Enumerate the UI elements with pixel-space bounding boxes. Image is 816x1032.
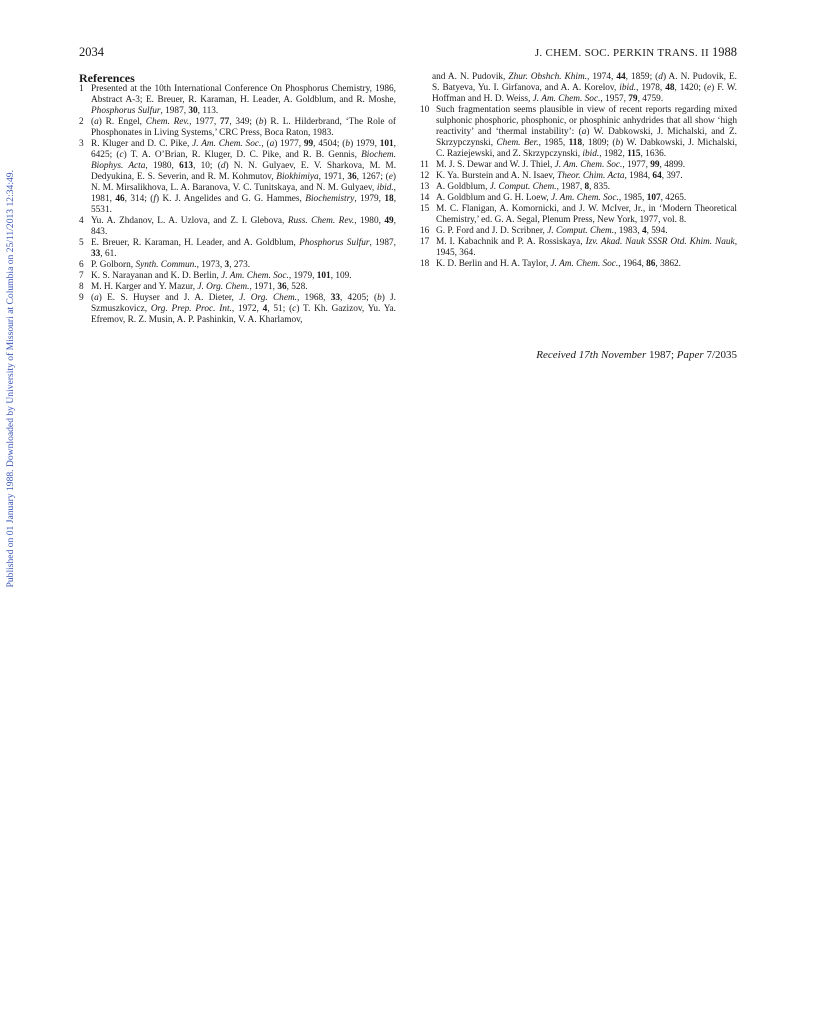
volume-number: 99 <box>303 139 314 149</box>
reference-item <box>420 105 737 160</box>
volume-number: 101 <box>379 139 394 149</box>
italic-text: c <box>292 304 297 314</box>
volume-number: 4 <box>641 226 647 236</box>
reference-text: , 1977, <box>622 160 651 170</box>
italic-text: J. Org. Chem. <box>239 293 297 303</box>
download-watermark-link[interactable]: Published on 01 January 1988. Downloaded by University of Missouri at Columbia on 25/11/2013 12:34:49. <box>5 170 16 588</box>
reference-text: , 1983, <box>614 226 642 236</box>
received-day-suffix: th <box>589 349 599 361</box>
italic-text: J. Am. Chem. Soc. <box>551 193 619 203</box>
reference-text: , 109. <box>330 271 352 281</box>
reference-body <box>436 105 737 160</box>
italic-text: Phosphorus Sulfur <box>91 106 161 116</box>
reference-text: , 1979, <box>288 271 317 281</box>
reference-text: , 1987, <box>369 238 396 248</box>
volume-number: 107 <box>646 193 661 203</box>
reference-text: , 5531. <box>91 194 397 215</box>
reference-number: 9 <box>79 293 84 303</box>
volume-number: 3 <box>224 260 230 270</box>
reference-body <box>436 160 737 171</box>
volume-number: 101 <box>316 271 331 281</box>
reference-text: , 349; ( <box>229 117 259 127</box>
received-month: November <box>598 349 649 361</box>
italic-text: Russ. Chem. Rev. <box>287 216 355 226</box>
received-line <box>536 349 737 361</box>
paper-label: Paper <box>676 349 707 361</box>
reference-item <box>420 259 737 270</box>
volume-number: 36 <box>347 172 357 182</box>
volume-number: 118 <box>568 138 583 148</box>
italic-text: Biochemistry <box>305 194 355 204</box>
reference-item <box>420 237 737 259</box>
italic-text: Izv. Akad. Nauk SSSR Otd. Khim. Nauk <box>585 237 735 247</box>
reference-body <box>91 117 396 139</box>
reference-text: , 1987, <box>160 106 189 116</box>
reference-item <box>79 293 396 326</box>
reference-text: ) A. N. Pudovik, E. S. Batyeva, Yu. I. Girfanova, and A. A. Korelov, <box>432 72 738 93</box>
reference-text: ) K. J. Angelides and G. G. Hammes, <box>155 194 306 204</box>
italic-text: b <box>258 117 264 127</box>
reference-text: , 1985, <box>538 138 569 148</box>
italic-text: J. Comput. Chem. <box>489 182 557 192</box>
reference-text: , 4265. <box>660 193 687 203</box>
journal-name: J. CHEM. SOC. PERKIN TRANS. II <box>534 47 709 59</box>
reference-body <box>436 237 737 259</box>
italic-text: Chem. Ber. <box>496 138 539 148</box>
references-left-column <box>79 72 396 326</box>
reference-text: , 61. <box>100 249 117 259</box>
reference-text: and A. N. Pudovik, <box>432 72 509 82</box>
reference-item <box>420 226 737 237</box>
volume-number: 99 <box>650 160 660 170</box>
reference-item <box>420 193 737 204</box>
volume-number: 18 <box>384 194 394 204</box>
reference-body <box>91 293 396 326</box>
reference-text: ) R. Engel, <box>98 117 146 127</box>
reference-9-continuation <box>420 72 737 105</box>
reference-text: ) T. A. O’Brian, R. Kluger, D. C. Pike, and R. B. Gennis, <box>123 150 362 160</box>
received-day: 17 <box>578 349 590 361</box>
italic-text: c <box>119 150 124 160</box>
reference-text: M. C. Flanigan, A. Komornicki, and J. W. McIver, Jr., in ‘Modern Theoretical Chemistry,’ ed. G. A. Segal, Plenum Press, New York, 1977, vol. 8. <box>436 204 737 225</box>
reference-number: 13 <box>420 182 430 192</box>
reference-text: ) R. L. Hilderbrand, ‘The Role of Phosphonates in Living Systems,’ CRC Press, Boca Raton, 1983. <box>91 117 397 138</box>
reference-number: 1 <box>79 84 84 94</box>
volume-number: 36 <box>277 282 287 292</box>
reference-text: , 314; ( <box>124 194 154 204</box>
italic-text: b <box>377 293 382 303</box>
italic-text: J. Am. Chem. Soc. <box>221 271 289 281</box>
volume-number: 115 <box>627 149 641 159</box>
italic-text: b <box>615 138 621 148</box>
italic-text: Biochem. Biophys. Acta <box>91 150 396 171</box>
italic-text: Zhur. Obshch. Khim. <box>508 72 588 82</box>
reference-body <box>91 139 396 216</box>
reference-number: 7 <box>79 271 84 281</box>
reference-text: K. S. Narayanan and K. D. Berlin, <box>91 271 222 281</box>
reference-text: , 1968, <box>297 293 331 303</box>
italic-text: Synth. Commun. <box>135 260 197 270</box>
reference-body <box>436 193 737 204</box>
reference-text: G. P. Ford and J. D. Scribner, <box>436 226 548 236</box>
italic-text: a <box>581 127 587 137</box>
reference-text: A. Goldblum, <box>436 182 490 192</box>
italic-text: ibid. <box>376 183 394 193</box>
italic-text: e <box>388 172 393 182</box>
reference-number: 11 <box>420 160 429 170</box>
reference-list-left <box>79 84 396 326</box>
volume-number: 79 <box>628 94 638 104</box>
reference-text: , 1972, <box>231 304 263 314</box>
reference-item <box>79 260 396 271</box>
volume-number: 49 <box>384 216 394 226</box>
reference-text: , 1957, <box>600 94 629 104</box>
volume-number: 64 <box>652 171 662 181</box>
reference-text: ) J. Szmuszkovicz, <box>91 293 396 314</box>
reference-text: ) E. S. Huyser and J. A. Dieter, <box>98 293 240 303</box>
reference-body <box>436 204 737 226</box>
reference-text: , ( <box>261 139 270 149</box>
italic-text: d <box>658 72 663 82</box>
reference-body <box>91 271 396 282</box>
reference-text: M. J. S. Dewar and W. J. Thiel, <box>436 160 555 170</box>
reference-text: ) N. N. Gulyaev, E. V. Sharkova, M. M. Dedyukina, E. S. Severin, and R. M. Kohmutov, <box>91 161 397 182</box>
reference-body <box>91 216 396 238</box>
journal-year: 1988 <box>712 45 737 59</box>
reference-item <box>420 182 737 193</box>
italic-text: d <box>220 161 226 171</box>
reference-text: Such fragmentation seems plausible in view of recent reports regarding mixed sulphonic phosphoric, phosphonic, or phosphinic anhydrides that all show ‘high reactivity’ and ‘thermal instability’: ( <box>436 105 737 137</box>
reference-item <box>79 271 396 282</box>
reference-text: , 1982, <box>599 149 628 159</box>
reference-text: ) N. M. Mirsalikhova, L. A. Baranova, V. C. Tunitskaya, and N. M. Gulyaev, <box>91 172 397 193</box>
running-head <box>535 45 737 60</box>
reference-text: , 1859; ( <box>625 72 659 82</box>
reference-list-right <box>420 105 737 270</box>
italic-text: e <box>707 83 712 93</box>
reference-item <box>79 84 396 117</box>
reference-text: , 3862. <box>655 259 681 269</box>
reference-item <box>420 204 737 226</box>
reference-text: , 1636. <box>640 149 667 159</box>
italic-text: a <box>269 139 275 149</box>
reference-text: , 843. <box>91 216 396 237</box>
reference-number: 5 <box>79 238 84 248</box>
reference-text: , 10; ( <box>193 161 221 171</box>
volume-number: 46 <box>115 194 125 204</box>
received-year: 1987 <box>648 349 671 361</box>
reference-text: , 1980, <box>145 161 180 171</box>
reference-text: Presented at the 10th International Conference On Phosphorus Chemistry, 1986, Abstract A-3; E. Breuer, R. Karaman, H. Leader, A. Goldblum, and R. Moshe, <box>91 84 396 105</box>
references-right-column <box>420 72 737 270</box>
reference-body <box>436 259 737 270</box>
reference-text: , 1971, <box>249 282 278 292</box>
reference-number: 16 <box>420 226 430 236</box>
reference-text: ) 1977, <box>274 139 304 149</box>
reference-item <box>79 238 396 260</box>
received-separator: ; <box>670 349 677 361</box>
italic-text: J. Am. Chem. Soc. <box>554 160 623 170</box>
reference-text: , 1985, <box>618 193 647 203</box>
reference-text: M. H. Karger and Y. Mazur, <box>91 282 198 292</box>
reference-body <box>91 238 396 260</box>
reference-number: 17 <box>420 237 430 247</box>
italic-text: Theor. Chim. Acta <box>557 171 625 181</box>
reference-number: 10 <box>420 105 430 115</box>
volume-number: 44 <box>616 72 626 82</box>
reference-text: , 113. <box>197 106 219 116</box>
italic-text: a <box>94 117 99 127</box>
reference-text: ) W. Dabkowski, J. Michalski, and Z. Skrzypczynski, <box>436 127 738 148</box>
reference-number: 12 <box>420 171 430 181</box>
reference-item <box>79 282 396 293</box>
italic-text: b <box>345 139 351 149</box>
reference-number: 8 <box>79 282 84 292</box>
volume-number: 77 <box>220 117 230 127</box>
reference-text: , 4504; ( <box>313 139 346 149</box>
volume-number: 33 <box>91 249 101 259</box>
reference-text: ) 1979, <box>350 139 380 149</box>
reference-body <box>91 282 396 293</box>
italic-text: Phosphorus Sulfur <box>299 238 370 248</box>
reference-text: , 4205; ( <box>340 293 378 303</box>
received-prefix: Received <box>536 349 579 361</box>
reference-text: K. Ya. Burstein and A. N. Isaev, <box>436 171 558 181</box>
reference-text: , 1987, <box>556 182 585 192</box>
volume-number: 48 <box>665 83 675 93</box>
reference-item <box>420 160 737 171</box>
reference-item <box>79 216 396 238</box>
reference-text: R. Kluger and D. C. Pike, <box>91 139 193 149</box>
italic-text: Chem. Rev. <box>145 117 190 127</box>
reference-text: , 1809; ( <box>582 138 616 148</box>
volume-number: 30 <box>188 106 198 116</box>
reference-number: 14 <box>420 193 430 203</box>
reference-text: , 594. <box>646 226 668 236</box>
reference-text: , 51; ( <box>267 304 293 314</box>
reference-number: 2 <box>79 117 84 127</box>
italic-text: J. Am. Chem. Soc. <box>550 259 619 269</box>
reference-text: , 1984, <box>624 171 653 181</box>
italic-text: J. Am. Chem. Soc. <box>532 94 601 104</box>
reference-text: , 1978, <box>636 83 666 93</box>
reference-text: K. D. Berlin and H. A. Taylor, <box>436 259 551 269</box>
reference-body <box>436 182 737 193</box>
reference-text: P. Golborn, <box>91 260 136 270</box>
reference-number: 15 <box>420 204 430 214</box>
reference-body <box>91 260 396 271</box>
reference-body <box>436 171 737 182</box>
reference-text: , 1267; ( <box>356 172 389 182</box>
italic-text: ibid. <box>582 149 600 159</box>
reference-number: 4 <box>79 216 84 226</box>
reference-text: ) T. Kh. Gazizov, Yu. Ya. Efremov, R. Z. Musin, A. P. Pashinkin, V. A. Kharlamov, <box>91 304 397 325</box>
reference-text: ) F. W. Hoffman and H. D. Weiss, <box>432 83 738 104</box>
reference-text: , 1974, <box>587 72 617 82</box>
italic-text: J. Org. Chem. <box>197 282 250 292</box>
volume-number: 33 <box>330 293 340 303</box>
reference-text: , 1945, 364. <box>436 237 738 258</box>
reference-text: A. Goldblum and G. H. Loew, <box>436 193 552 203</box>
reference-item <box>420 171 737 182</box>
reference-text: , 528. <box>286 282 308 292</box>
volume-number: 4 <box>262 304 268 314</box>
reference-text: , 397. <box>661 171 683 181</box>
italic-text: f <box>153 194 156 204</box>
reference-text: , 1420; ( <box>674 83 708 93</box>
reference-text: , 273. <box>229 260 251 270</box>
volume-number: 86 <box>646 259 656 269</box>
volume-number: 613 <box>179 161 194 171</box>
reference-text: ) W. Dabkowski, J. Michalski, C. Raziejewski, and Z. Skrzypczynski, <box>436 138 738 159</box>
reference-text: , 1980, <box>354 216 385 226</box>
reference-text: , 1971, <box>318 172 348 182</box>
reference-text: , 835. <box>589 182 611 192</box>
page-number: 2034 <box>79 45 104 59</box>
reference-text: , 4759. <box>637 94 664 104</box>
italic-text: Org. Prep. Proc. Int. <box>150 304 232 314</box>
reference-text: , 1973, <box>196 260 225 270</box>
reference-body <box>436 226 737 237</box>
italic-text: a <box>94 293 99 303</box>
italic-text: J. Comput. Chem. <box>547 226 615 236</box>
reference-text: , 6425; ( <box>91 139 396 160</box>
reference-number: 6 <box>79 260 84 270</box>
italic-text: ibid. <box>619 83 637 93</box>
reference-text: , 1977, <box>189 117 221 127</box>
reference-number: 18 <box>420 259 430 269</box>
volume-number: 8 <box>584 182 590 192</box>
italic-text: J. Am. Chem. Soc. <box>192 139 262 149</box>
reference-text: , 1981, <box>91 183 396 204</box>
reference-text: E. Breuer, R. Karaman, H. Leader, and A. Goldblum, <box>91 238 300 248</box>
reference-text: , 1979, <box>354 194 385 204</box>
reference-item <box>79 139 396 216</box>
references-heading: References <box>79 71 135 85</box>
italic-text: Biokhimiya <box>276 172 319 182</box>
reference-item <box>79 117 396 139</box>
reference-text: , 4899. <box>659 160 686 170</box>
paper-id: 7/2035 <box>706 349 737 361</box>
reference-text: M. I. Kabachnik and P. A. Rossiskaya, <box>436 237 586 247</box>
reference-text: ( <box>91 117 95 127</box>
reference-body <box>91 84 396 117</box>
reference-text: , 1964, <box>618 259 647 269</box>
reference-number: 3 <box>79 139 84 149</box>
reference-text: ( <box>91 293 95 303</box>
reference-text: Yu. A. Zhdanov, L. A. Uzlova, and Z. I. Glebova, <box>91 216 288 226</box>
